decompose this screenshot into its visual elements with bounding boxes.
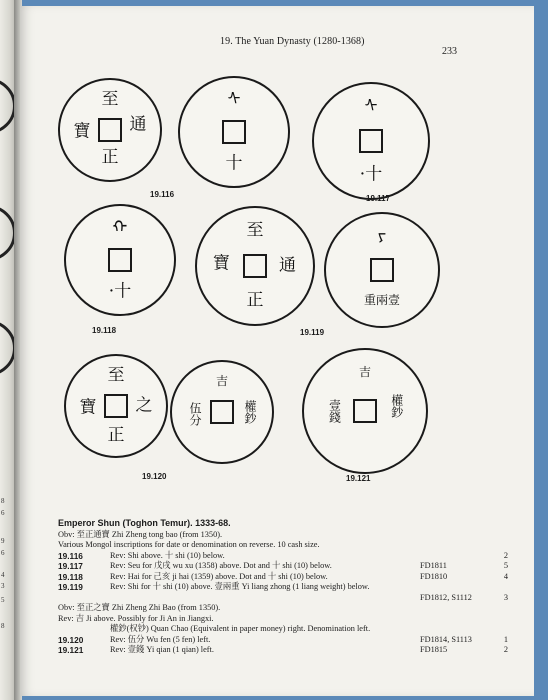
- catalog-entry: [58, 561, 508, 572]
- coin-glyph-bottom: 正: [246, 290, 264, 311]
- entry-rarity: 5: [503, 561, 508, 570]
- square-hole: [108, 248, 132, 272]
- figure-label: 19.119: [300, 328, 325, 337]
- coin-glyph-right: 之: [135, 395, 153, 416]
- page-number: 233: [442, 46, 457, 57]
- margin-number: 6: [1, 549, 5, 557]
- ruler-heading: Emperor Shun (Toghon Temur). 1333-68.: [58, 518, 231, 528]
- entry-description: Rev: Shi above. 十 shi (10) below.: [110, 550, 225, 560]
- coin-glyph-right: 通: [129, 114, 147, 135]
- coin-image-19-116-reverse: [178, 76, 290, 188]
- coin-glyph-top: 至: [246, 220, 264, 241]
- entry-reference: FD1812, S1112: [420, 592, 472, 602]
- figure-label: 19.118: [92, 326, 117, 335]
- margin-number: 5: [1, 596, 5, 604]
- figure-label: 19.121: [346, 474, 371, 483]
- margin-number: 3: [1, 582, 5, 590]
- margin-number: 8: [1, 497, 5, 505]
- coin-glyph-bottom: 十: [225, 153, 243, 174]
- entry-description: Rev: 壹錢 Yi qian (1 qian) left.: [110, 645, 214, 654]
- coin-glyph-top: ᠰ: [227, 89, 241, 110]
- entry-number: 19.116: [58, 550, 83, 561]
- catalog-entry-continuation: [58, 593, 508, 604]
- catalog-entry: [58, 572, 508, 583]
- coin-image-19-119-reverse: [324, 212, 440, 328]
- running-header: 19. The Yuan Dynasty (1280-1368): [220, 36, 365, 47]
- catalog-entry: [58, 635, 508, 646]
- coin-glyph-bottom: 重兩壹: [363, 293, 401, 308]
- obverse-legend: Obv: 至正之寶 Zhi Zheng Zhi Bao (from 1350).: [58, 603, 221, 612]
- coin-glyph-bottom: 正: [107, 425, 125, 446]
- margin-number: 4: [1, 571, 5, 579]
- coin-image-19-119-obverse: [195, 206, 315, 326]
- entry-rarity: 4: [503, 571, 508, 581]
- figure-label: 19.116: [150, 190, 175, 199]
- margin-number: 8: [1, 622, 5, 630]
- entry-description: Rev: 伍分 Wu fen (5 fen) left.: [110, 634, 211, 644]
- entry-rarity: 2: [503, 550, 508, 560]
- coin-glyph-top: 至: [107, 365, 125, 386]
- entry-number: 19.120: [58, 634, 84, 645]
- catalog-text: [58, 518, 508, 656]
- entry-rarity: 2: [503, 645, 508, 654]
- square-hole: [243, 254, 267, 278]
- entry-reference: FD1815: [420, 645, 448, 654]
- coin-glyph-bottom: ·十: [108, 281, 132, 302]
- coin-glyph-right: 權鈔: [243, 400, 257, 424]
- square-hole: [359, 129, 383, 153]
- catalog-entry: [58, 551, 508, 562]
- entry-description: Rev: Shi for 十 shi (10) above. 壹兩重 Yi liang zhong (1 liang weight) below.: [110, 582, 370, 591]
- coin-image-19-121: [302, 348, 428, 474]
- entry-rarity: 1: [503, 634, 508, 644]
- margin-number: 9: [1, 537, 5, 545]
- coin-glyph-left: 伍分: [188, 402, 202, 426]
- square-hole: [104, 394, 128, 418]
- coin-glyph-left: 寶: [79, 397, 97, 418]
- entry-reference: [420, 551, 490, 562]
- coin-glyph-left: 壹錢: [327, 399, 342, 423]
- coin-glyph-bottom: ·十: [359, 164, 383, 185]
- square-hole: [370, 258, 394, 282]
- coin-glyph-top: 至: [101, 89, 119, 110]
- figure-label: 19.117: [366, 194, 391, 203]
- coin-image-19-116-obverse: [58, 78, 162, 182]
- entry-description: Rev: Hai for 己亥 ji hai (1359) above. Dot and 十 shi (10) below.: [110, 571, 328, 581]
- coin-glyph-right: 通: [278, 255, 296, 276]
- entry-description: Rev: Seu for 戊戌 wu xu (1358) above. Dot and 十 shi (10) below.: [110, 561, 332, 570]
- reverse-note: 權鈔(权钞) Quan Chao (Equivalent in paper money) right. Denomination left.: [110, 624, 371, 633]
- coin-glyph-top: 吉: [358, 364, 372, 379]
- coin-glyph-right: 權鈔: [389, 394, 404, 419]
- figure-label: 19.120: [142, 472, 167, 481]
- coin-glyph-left: 寶: [73, 121, 91, 142]
- coin-glyph-top: ᠶ: [377, 225, 387, 246]
- entry-rarity: 3: [503, 592, 508, 602]
- coin-glyph-left: 寶: [212, 253, 230, 274]
- reverse-note: Rev: 吉 Ji above. Possibly for Ji An in Jiangxi.: [58, 613, 214, 623]
- coin-glyph-bottom: 正: [101, 147, 119, 168]
- square-hole: [353, 399, 377, 423]
- entry-number: 19.121: [58, 645, 84, 655]
- obverse-legend: Obv: 至正通寶 Zhi Zheng tong bao (from 1350).: [58, 529, 223, 539]
- coin-glyph-top: 吉: [215, 374, 229, 388]
- entry-number: 19.117: [58, 561, 83, 571]
- coin-glyph-top: ᠰ: [364, 96, 378, 117]
- series-note: Various Mongol inscriptions for date or denomination on reverse. 10 cash size.: [58, 540, 320, 549]
- entry-reference: FD1811: [420, 561, 447, 570]
- entry-reference: FD1810: [420, 571, 448, 581]
- entry-reference: FD1814, S1113: [420, 634, 472, 644]
- entry-number: 19.119: [58, 582, 83, 592]
- square-hole: [210, 400, 234, 424]
- coin-glyph-top: ᠬ: [112, 217, 128, 238]
- square-hole: [222, 120, 246, 144]
- catalog-entry: [58, 582, 508, 593]
- entry-number: 19.118: [58, 571, 83, 582]
- square-hole: [98, 118, 122, 142]
- catalog-entry: [58, 645, 508, 656]
- coin-image-19-118: [64, 204, 176, 316]
- coin-image-19-120-reverse: [170, 360, 274, 464]
- coin-image-19-117: [312, 82, 430, 200]
- margin-number: 6: [1, 509, 5, 517]
- coin-image-19-120-obverse: [64, 354, 168, 458]
